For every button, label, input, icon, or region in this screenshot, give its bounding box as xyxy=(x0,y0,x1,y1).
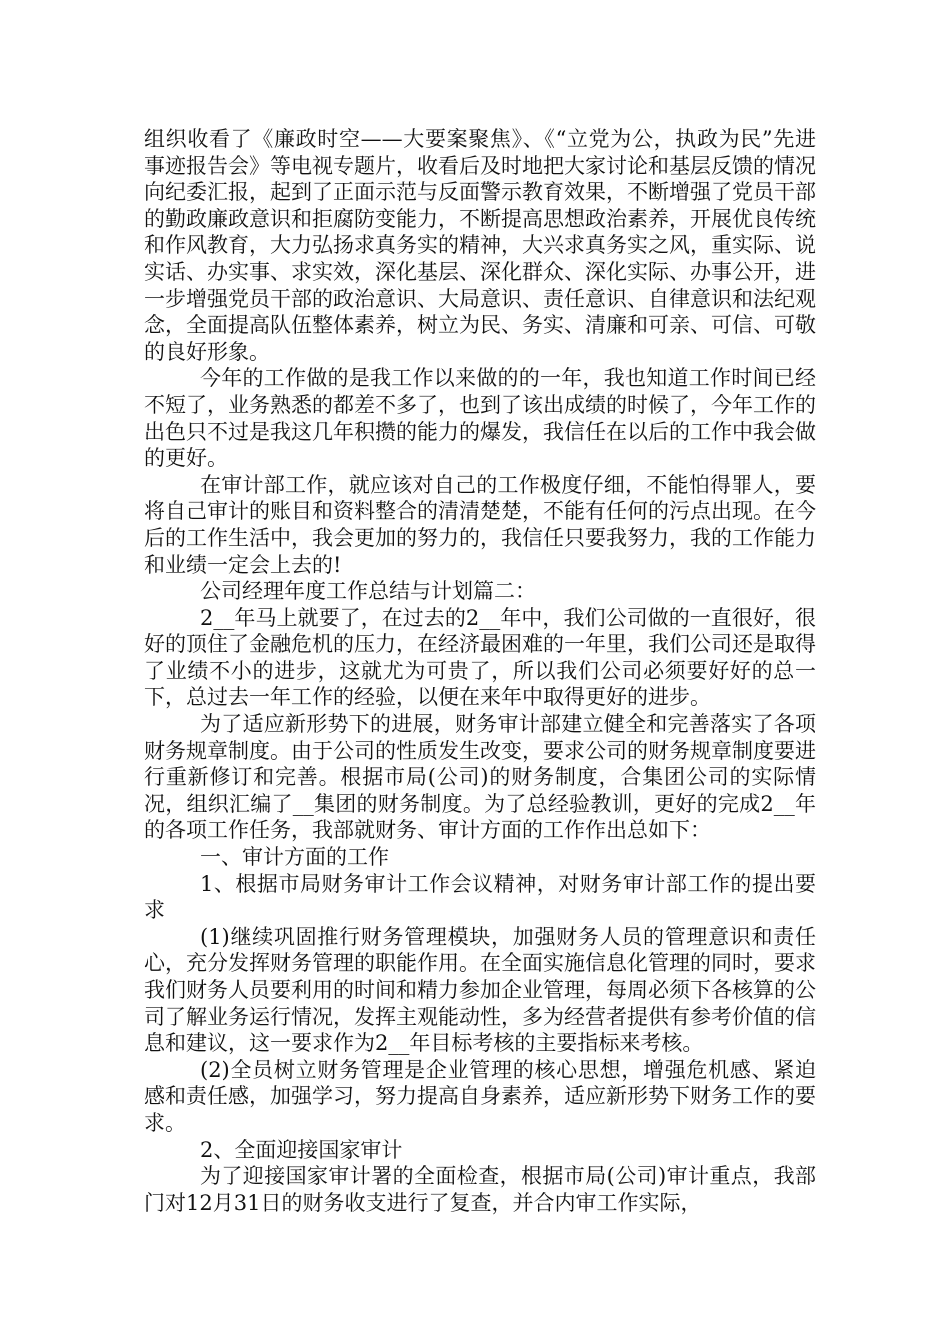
paragraph-year-review: 2__年马上就要了，在过去的2__年中，我们公司做的一直很好，很好的顶住了金融危机的压力，在经济最困难的一年里，我们公司还是取得了业绩不小的进步，这就尤为可贵了，所以我们公司必须要好好的总一下，总过去一年工作的经验，以便在来年中取得更好的进步。 xyxy=(144,605,816,710)
paragraph-audit-department: 在审计部工作，就应该对自己的工作极度仔细，不能怕得罪人，要将自己审计的账目和资料整合的清清楚楚，不能有任何的污点出现。在今后的工作生活中，我会更加的努力的，我信任只要我努力，我的工作能力和业绩一定会上去的! xyxy=(144,472,816,577)
item-national-audit: 2、全面迎接国家审计 xyxy=(200,1137,403,1162)
item-financial-module: (1)继续巩固推行财务管理模块，加强财务人员的管理意识和责任心，充分发挥财务管理的职能作用。在全面实施信息化管理的同时，要求我们财务人员要利用的时间和精力参加企业管理，每周必须下各核算的公司了解业务运行情况，发挥主观能动性，多为经营者提供有参考价值的信息和建议，这一要求作为2__年目标考核的主要指标来考核。 xyxy=(144,924,816,1056)
item-financial-management-core: (2)全员树立财务管理是企业管理的核心思想，增强危机感、紧迫感和责任感，加强学习，努力提高自身素养，适应新形势下财务工作的要求。 xyxy=(144,1057,816,1135)
paragraph-this-year-work: 今年的工作做的是我工作以来做的的一年，我也知道工作时间已经不短了，业务熟悉的都差不多了，也到了该出成绩的时候了，今年工作的出色只不过是我这几年积攒的能力的爆发，我信任在以后的工作中我会做的更好。 xyxy=(144,366,816,471)
paragraph-financial-regulations: 为了适应新形势下的进展，财务审计部建立健全和完善落实了各项财务规章制度。由于公司的性质发生改变，要求公司的财务规章制度要进行重新修订和完善。根据市局(公司)的财务制度，合集团公司的实际情况，组织汇编了__集团的财务制度。为了总经验教训，更好的完成2__年的各项工作任务，我部就财务、审计方面的工作作出总如下： xyxy=(144,712,816,843)
paragraph-collective-study: 组织收看了《廉政时空——大要案聚焦》、《“立党为公，执政为民”先进事迹报告会》等电视专题片，收看后及时地把大家讨论和基层反馈的情况向纪委汇报，起到了正面示范与反面警示教育效果，不断增强了党员干部的勤政廉政意识和拒腐防变能力，不断提高思想政治素养，开展优良传统和作风教育，大力弘扬求真务实的精神，大兴求真务实之风，重实际、说实话、办实事、求实效，深化基层、深化群众、深化实际、办事公开，进一步增强党员干部的政治意识、大局意识、责任意识、自律意识和法纪观念，全面提高队伍整体素养，树立为民、务实、清廉和可亲、可信、可敬的良好形象。 xyxy=(144,127,816,364)
paragraph-audit-review: 为了迎接国家审计署的全面检查，根据市局(公司)审计重点，我部门对12月31日的财务收支进行了复查，并合内审工作实际， xyxy=(144,1164,816,1215)
document-page xyxy=(144,126,816,1216)
heading-audit-work: 一、审计方面的工作 xyxy=(200,845,389,870)
item-meeting-requirements: 1、根据市局财务审计工作会议精神，对财务审计部工作的提出要求 xyxy=(144,871,816,923)
section-heading-part-two: 公司经理年度工作总结与计划篇二： xyxy=(200,579,536,604)
